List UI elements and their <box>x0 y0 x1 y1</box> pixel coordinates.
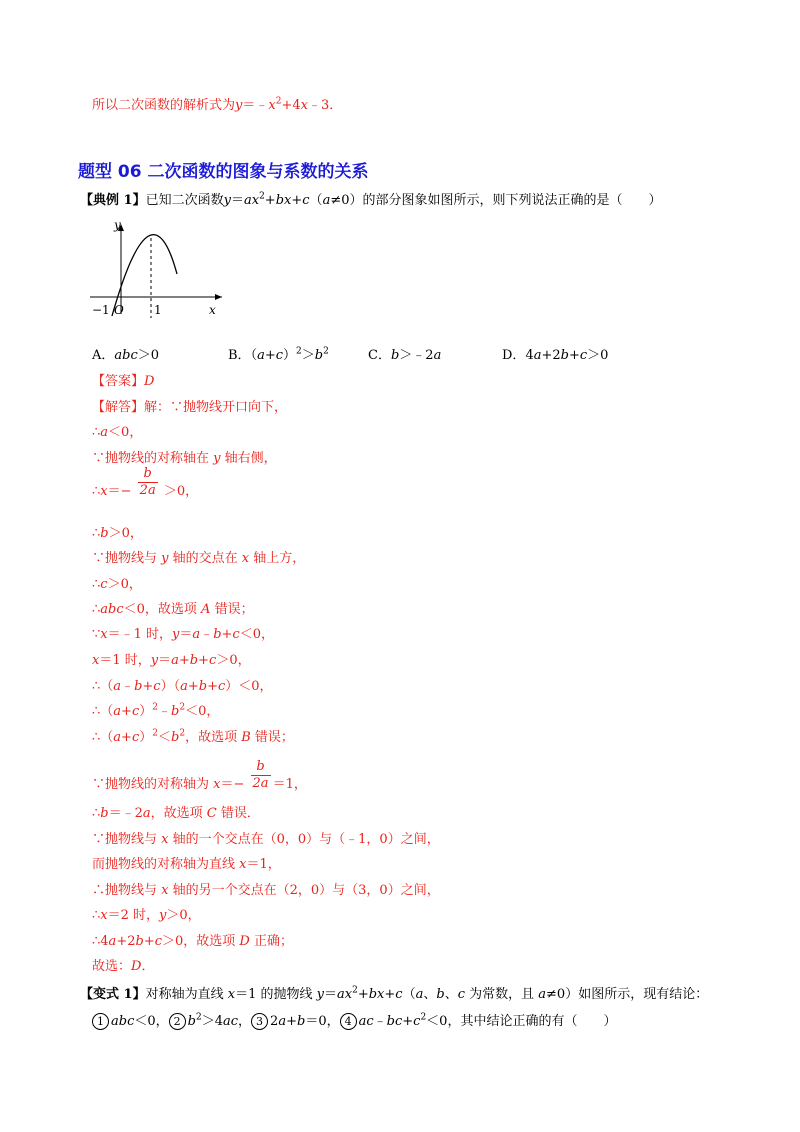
solution-line-21: 故选：D． <box>92 959 155 974</box>
solution-line-14: ∵抛物线的对称轴为 x＝− $\frac{b}{2a}$ ＝1， <box>92 759 307 792</box>
solution-line-11: ∴（a﹣b+c）（a+b+c）＜0， <box>92 679 273 694</box>
solution-line-1: 【解答】解：∵抛物线开口向下， <box>92 400 288 415</box>
one-label: 1 <box>154 303 162 317</box>
solution-line-7: ∴c＞0， <box>92 577 142 592</box>
neg-one-label: −1 <box>92 303 110 317</box>
analytic-expression-line: 所以二次函数的解析式为$y=﹣x^2+4x﹣3$． <box>92 96 343 113</box>
origin-label: O <box>114 303 124 317</box>
solution-line-18: ∴抛物线与 x 轴的另一个交点在（2，0）与（3，0）之间， <box>92 883 440 898</box>
variant-question: 【变式 1】对称轴为直线 x＝1 的抛物线 $y=ax^2+bx+c(a$、b、c 为常数，且 a≠0）如图所示，现有结论： <box>80 985 709 1002</box>
choice-c: C．b＞﹣2a <box>368 348 442 363</box>
x-label: x <box>209 303 216 317</box>
answer-value: D <box>144 374 155 389</box>
solution-line-19: ∴x＝2 时，y＞0， <box>92 908 201 923</box>
section-title: 题型 06 二次函数的图象与系数的关系 <box>78 162 369 182</box>
solution-line-3: ∵抛物线的对称轴在 y 轴右侧， <box>92 451 277 466</box>
solution-line-17: 而抛物线的对称轴为直线 x＝1， <box>92 857 281 872</box>
parabola-graph <box>88 218 228 318</box>
top-line-text: 所以二次函数的解析式为 <box>92 98 236 113</box>
solution-line-5: ∴b＞0， <box>92 526 143 541</box>
solution-line-9: ∵x＝﹣1 时，y＝a﹣b+c＜0， <box>92 627 274 642</box>
example-tag: 【典例 1】 <box>80 193 146 208</box>
solution-line-16: ∵抛物线与 x 轴的一个交点在（0，0）与（﹣1，0）之间， <box>92 832 440 847</box>
solution-line-2: ∴a＜0， <box>92 425 143 440</box>
solution-line-4: ∴x＝− $\frac{b}{2a}$ ＞0， <box>92 466 199 499</box>
x-axis-arrow <box>215 294 222 300</box>
variant-tag: 【变式 1】 <box>80 987 146 1002</box>
solution-line-12: $\therefore(a+c)^2﹣b^2<0$， <box>92 702 220 719</box>
solution-line-13: $\therefore(a+c)^2<b^2$，故选项 B 错误； <box>92 728 294 745</box>
solution-line-8: ∴abc＜0，故选项 A 错误； <box>92 602 254 617</box>
example-text-after: 的部分图象如图所示，则下列说法正确的是（ ） <box>362 193 662 208</box>
solution-line-15: ∴b＝﹣2a，故选项 C 错误． <box>92 806 260 821</box>
solution-line-10: x＝1 时，y＝a+b+c＞0， <box>92 653 251 668</box>
choice-d: D．4a+2b+c＞0 <box>502 348 609 363</box>
solution-line-20: ∴4a+2b+c＞0，故选项 D 正确； <box>92 934 293 949</box>
y-label: y <box>114 218 121 232</box>
variant-conclusions: 1 abc＜0， 2 $b^2>4ac$， 3 2a+b＝0， 4 $ac﹣bc+c^2<0$，其中结论正确的有（ ） <box>92 1013 616 1031</box>
choice-a: A．abc＞0 <box>92 348 160 363</box>
answer-line <box>92 373 154 391</box>
answer-tag: 【答案】 <box>92 374 145 389</box>
solution-line-6: ∵抛物线与 y 轴的交点在 x 轴上方， <box>92 551 306 566</box>
example-text-before: 已知二次函数 <box>145 193 224 208</box>
choice-b: B．$(a+c)^2>b^2$ <box>228 346 329 363</box>
example-question: 【典例 1】已知二次函数$y=ax^2+bx+c(a\ne 0)$的部分图象如图所示，则下列说法正确的是（ ） <box>80 191 662 208</box>
solution-tag: 【解答】 <box>92 400 145 415</box>
